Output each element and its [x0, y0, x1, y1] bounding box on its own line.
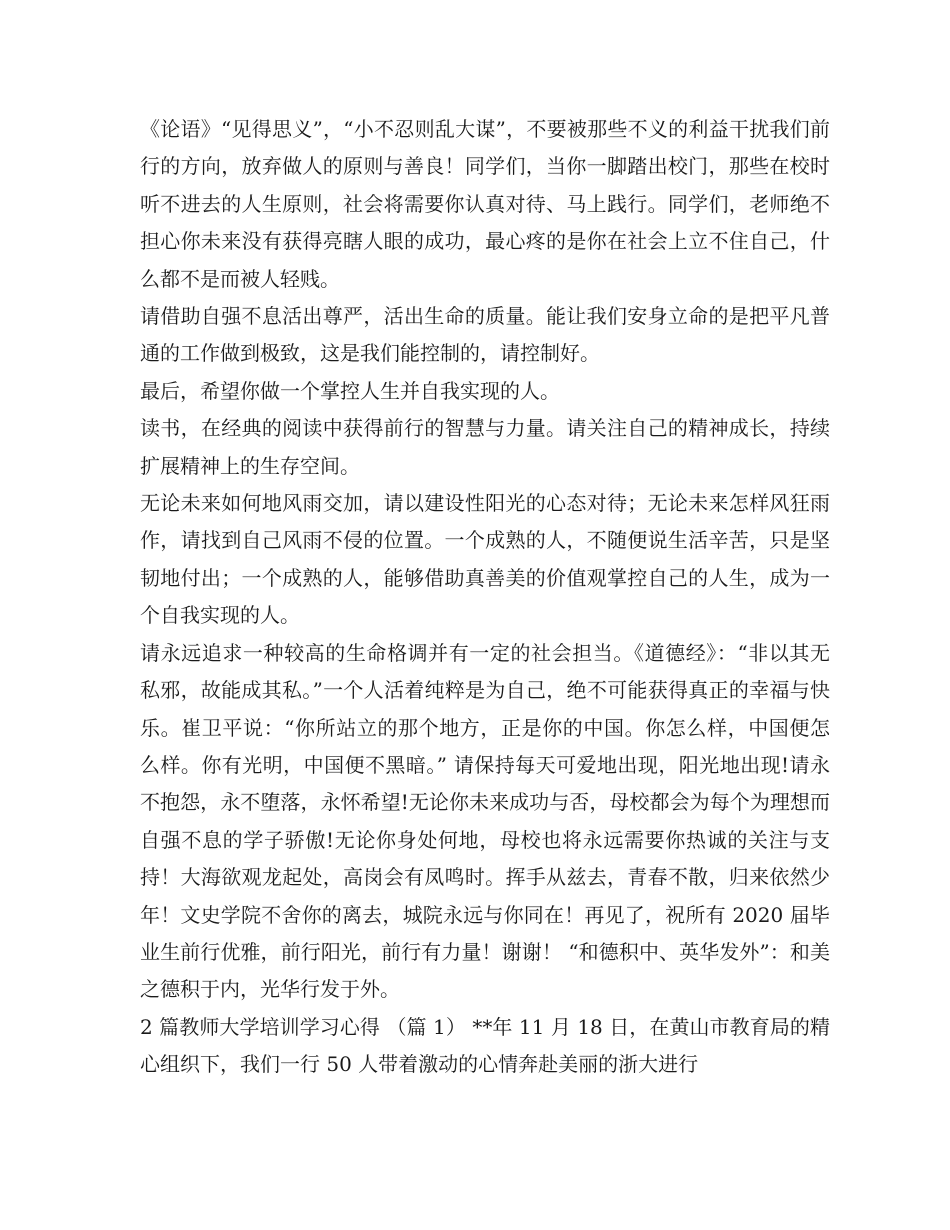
paragraph-7: 2 篇教师大学培训学习心得 （篇 1） **年 11 月 18 日，在黄山市教育局的精心组织下，我们一行 50 人带着激动的心情奔赴美丽的浙大进行 [140, 1014, 830, 1077]
document-body [140, 111, 830, 1084]
paragraph-2: 请借助自强不息活出尊严，活出生命的质量。能让我们安身立命的是把平凡普通的工作做到极致，这是我们能控制的，请控制好。 [140, 304, 830, 366]
paragraph-4: 读书，在经典的阅读中获得前行的智慧与力量。请关注自己的精神成长，持续扩展精神上的生存空间。 [140, 416, 830, 478]
paragraph-6: 请永远追求一种较高的生命格调并有一定的社会担当。《道德经》：“非以其无私邪，故能成其私。”一个人活着纯粹是为自己，绝不可能获得真正的幸福与快乐。崔卫平说：“你所站立的那个地方，正是你的中国。你怎么样，中国便怎么样。你有光明，中国便不黑暗。” 请保持每天可爱地出现，阳光地出现!请永不抱怨，永不堕落，永怀希望!无论你未来成功与否，母校都会为每个为理想而自强不息的学子骄傲!无论你身处何地，母校也将永远需要你热诚的关注与支持！大海欲观龙起处，高岗会有凤鸣时。挥手从兹去，青春不散，归来依然少年！文史学院不舍你的离去，城院永远与你同在！再见了，祝所有 2020 届毕业生前行优雅，前行阳光，前行有力量！谢谢！ “和德积中、英华发外”：和美之德积于内，光华行发于外。 [140, 640, 830, 1002]
paragraph-5: 无论未来如何地风雨交加，请以建设性阳光的心态对待；无论未来怎样风狂雨作，请找到自己风雨不侵的位置。一个成熟的人，不随便说生活辛苦，只是坚韧地付出；一个成熟的人，能够借助真善美的价值观掌控自己的人生，成为一个自我实现的人。 [140, 491, 830, 628]
paragraph-1: 《论语》“见得思义”，“小不忍则乱大谋”，不要被那些不义的利益干扰我们前行的方向，放弃做人的原则与善良！同学们，当你一脚踏出校门，那些在校时听不进去的人生原则，社会将需要你认真对待、马上践行。同学们，老师绝不担心你未来没有获得亮瞎人眼的成功，最心疼的是你在社会上立不住自己，什么都不是而被人轻贱。 [140, 117, 830, 291]
paragraph-3: 最后，希望你做一个掌控人生并自我实现的人。 [140, 378, 560, 403]
